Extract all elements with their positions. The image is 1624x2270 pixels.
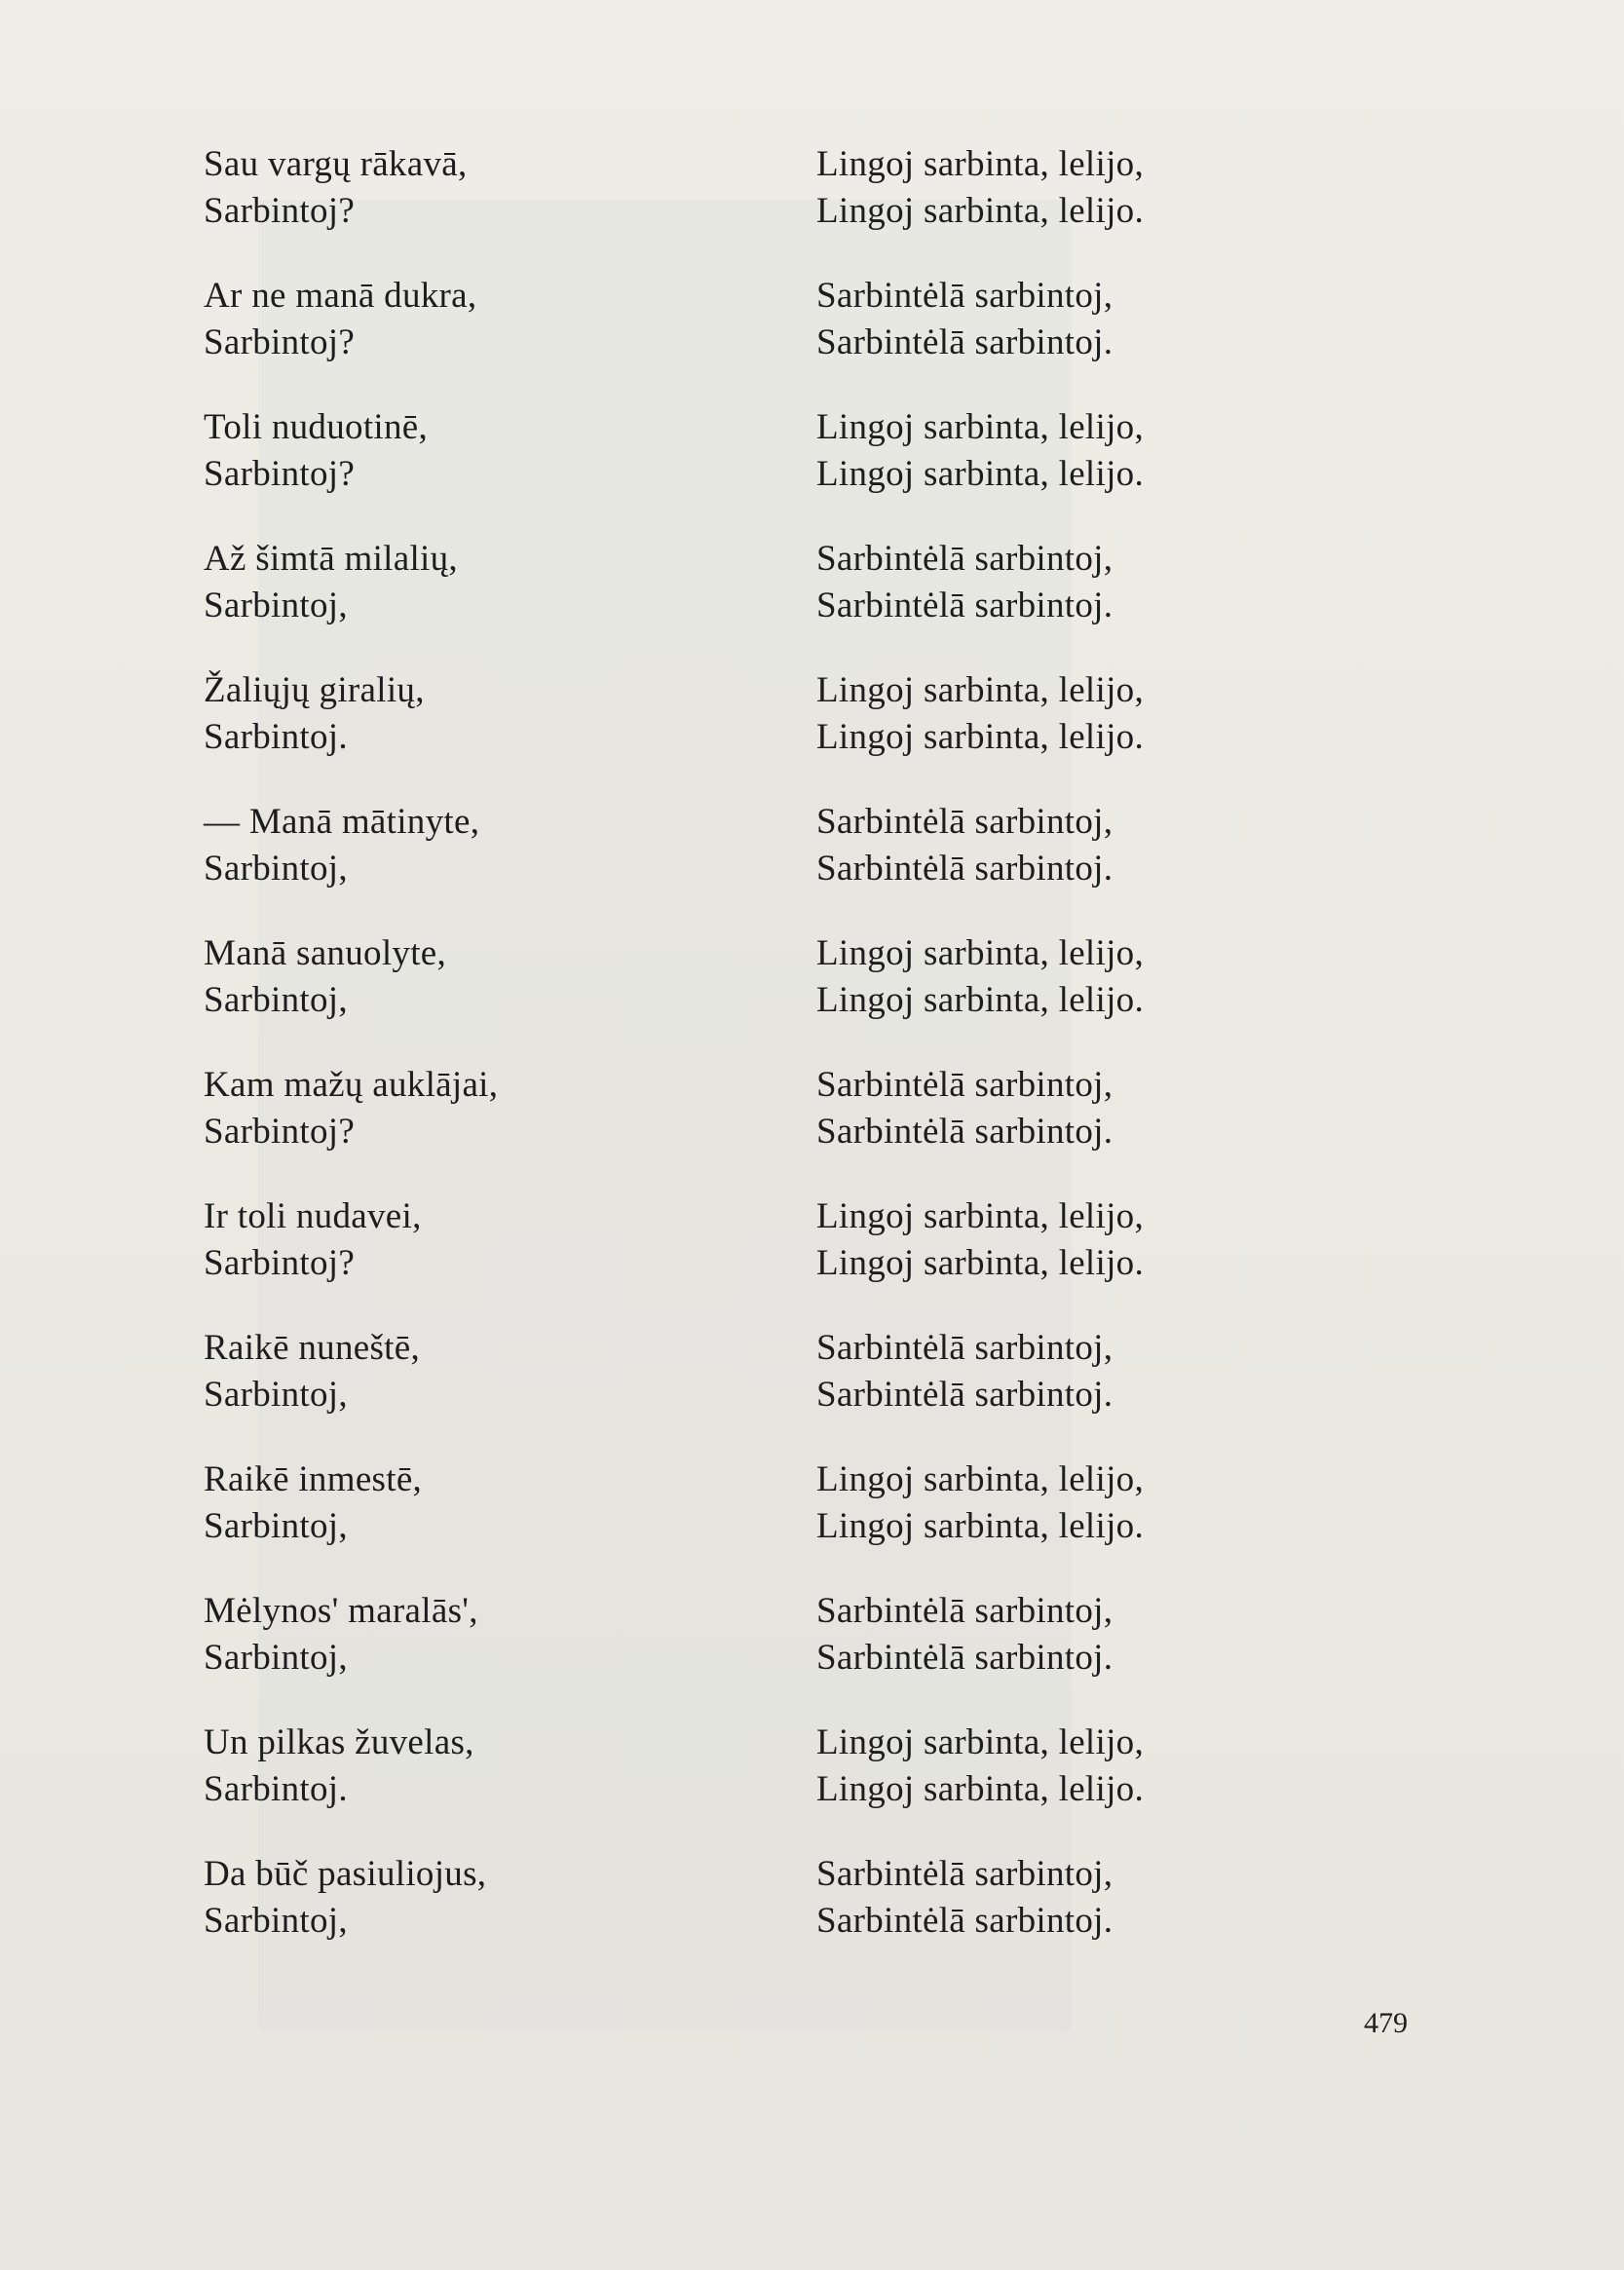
verse-line: Sarbintoj? [204,322,356,362]
stanza-right-column [816,141,1144,235]
verse-line: Lingoj sarbinta, lelijo. [816,1506,1145,1546]
stanza-left-column [204,799,479,892]
stanza-left-column [204,273,476,366]
verse-line: Sarbintoj? [204,454,356,494]
verse-line: Sau vargų rākavā, [204,144,468,184]
verse-line: Sarbintėlā sarbintoj, [816,1854,1114,1894]
stanza-right-column [816,667,1144,761]
stanza-right-column [816,1588,1113,1682]
verse-line: Sarbintėlā sarbintoj, [816,539,1114,579]
verse-line: Lingoj sarbinta, lelijo, [816,1196,1145,1236]
verse-line: Sarbintėlā sarbintoj. [816,322,1114,362]
stanza-left-column [204,536,458,629]
verse-line: Lingoj sarbinta, lelijo. [816,191,1145,231]
verse-line: Sarbintėlā sarbintoj, [816,1065,1114,1105]
verse-line: Až šimtā milalių, [204,539,458,579]
verse-line: Sarbintėlā sarbintoj, [816,276,1114,316]
stanza-left-column [204,1193,422,1287]
stanza-right-column [816,930,1144,1024]
stanza-right-column [816,1851,1113,1945]
verse-line: Sarbintoj? [204,1112,356,1152]
verse-line: Sarbintoj? [204,191,356,231]
verse-line: Raikē inmestē, [204,1459,423,1499]
verse-line: Lingoj sarbinta, lelijo, [816,407,1145,447]
stanza-left-column [204,1325,420,1419]
stanza-left-column [204,1851,486,1945]
verse-line: Lingoj sarbinta, lelijo, [816,933,1145,973]
stanza-right-column [816,1457,1144,1550]
verse-line: Žaliųjų giralių, [204,670,425,710]
verse-line: Un pilkas žuvelas, [204,1722,474,1762]
stanza-right-column [816,404,1144,498]
stanza-right-column [816,1325,1113,1419]
stanza-right-column [816,536,1113,629]
verse-line: Raikē nuneštē, [204,1328,421,1368]
stanza-left-column [204,930,446,1024]
verse-line: Sarbintoj. [204,1769,348,1809]
stanza-left-column [204,667,425,761]
verse-line: Mėlynos' maralās', [204,1591,478,1631]
stanza-left-column [204,141,468,235]
verse-line: Lingoj sarbinta, lelijo. [816,717,1145,757]
verse-line: Sarbintėlā sarbintoj, [816,1328,1114,1368]
verse-line: Lingoj sarbinta, lelijo, [816,1459,1145,1499]
verse-line: Sarbintoj, [204,1638,348,1678]
verse-line: Sarbintoj, [204,1901,348,1941]
stanza-left-column [204,1588,478,1682]
verse-line: Lingoj sarbinta, lelijo, [816,670,1145,710]
verse-line: Sarbintoj. [204,717,348,757]
verse-line: Ar ne manā dukra, [204,276,477,316]
stanza-left-column [204,1062,498,1155]
verse-line: Sarbintėlā sarbintoj. [816,1112,1114,1152]
verse-line: Sarbintėlā sarbintoj. [816,1638,1114,1678]
stanza-left-column [204,1457,422,1550]
verse-line: Sarbintoj? [204,1243,356,1283]
verse-line: Sarbintoj, [204,849,348,889]
verse-line: Sarbintėlā sarbintoj, [816,802,1114,842]
stanza-right-column [816,1193,1144,1287]
verse-line: — Manā mātinyte, [204,802,480,842]
verse-line: Toli nuduotinē, [204,407,429,447]
verse-line: Lingoj sarbinta, lelijo. [816,454,1145,494]
verse-line: Sarbintėlā sarbintoj. [816,1901,1114,1941]
verse-line: Lingoj sarbinta, lelijo, [816,144,1145,184]
verse-line: Lingoj sarbinta, lelijo. [816,1243,1145,1283]
verse-line: Sarbintėlā sarbintoj. [816,586,1114,625]
verse-line: Sarbintoj, [204,980,348,1020]
stanza-left-column [204,404,428,498]
verse-line: Kam mažų auklājai, [204,1065,499,1105]
stanza-right-column [816,1720,1144,1813]
verse-line: Sarbintoj, [204,586,348,625]
verse-line: Sarbintoj, [204,1375,348,1415]
stanza-left-column [204,1720,474,1813]
verse-line: Da būč pasiuliojus, [204,1854,487,1894]
verse-line: Sarbintėlā sarbintoj, [816,1591,1114,1631]
page-number: 479 [1364,2007,1408,2039]
verse-line: Sarbintoj, [204,1506,348,1546]
verse-line: Lingoj sarbinta, lelijo. [816,980,1145,1020]
verse-line: Sarbintėlā sarbintoj. [816,849,1114,889]
verse-line: Sarbintėlā sarbintoj. [816,1375,1114,1415]
verse-line: Manā sanuolyte, [204,933,447,973]
verse-line: Lingoj sarbinta, lelijo. [816,1769,1145,1809]
verse-line: Ir toli nudavei, [204,1196,422,1236]
stanza-right-column [816,1062,1113,1155]
stanza-right-column [816,799,1113,892]
stanza-right-column [816,273,1113,366]
verse-line: Lingoj sarbinta, lelijo, [816,1722,1145,1762]
